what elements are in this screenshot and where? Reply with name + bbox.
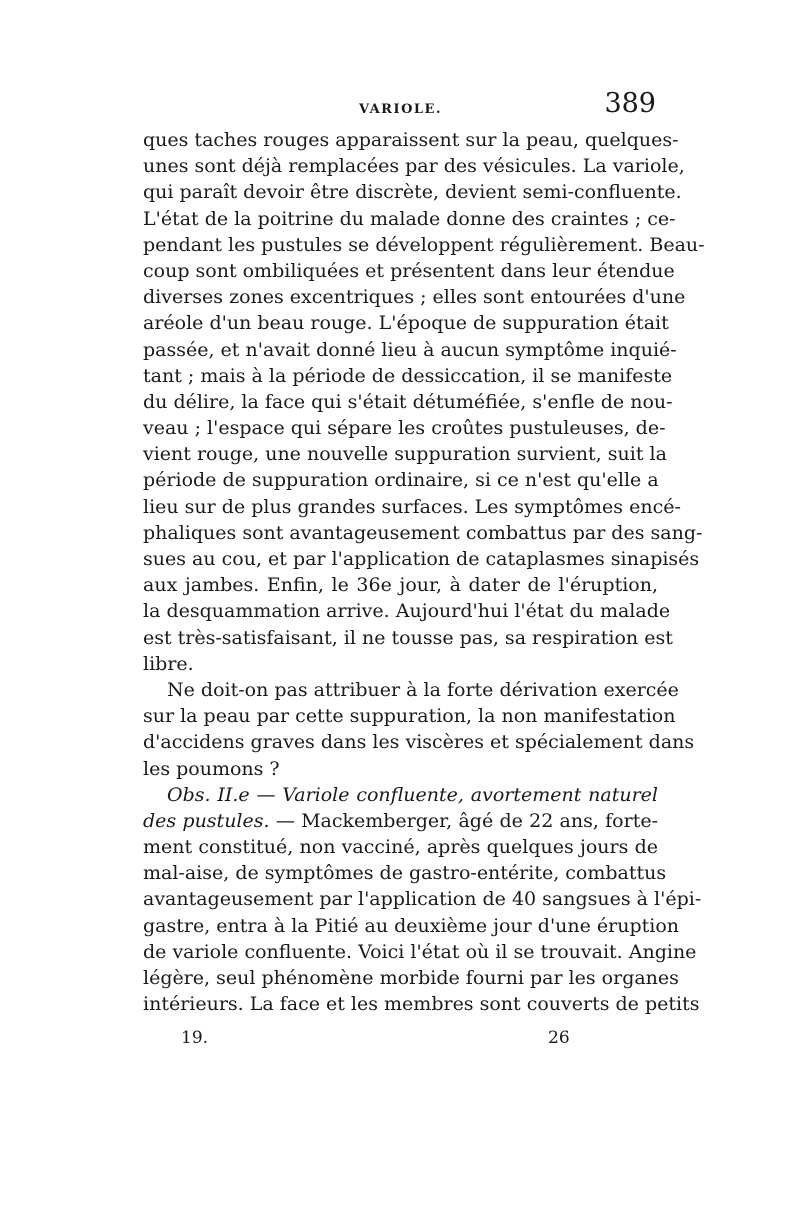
observation-text: — Mackemberger, âgé de 22 ans, forte- xyxy=(275,809,658,832)
body-text xyxy=(143,127,705,1017)
text-line: est très-satisfaisant, il ne tousse pas, sa respiration est xyxy=(143,626,673,649)
observation-title: Variole confluente, avortement naturel xyxy=(282,783,659,806)
text-line: d'accidens graves dans les viscères et spécialement dans xyxy=(143,731,695,754)
text-line: tant ; mais à la période de dessiccation, il se manifeste xyxy=(143,364,673,387)
observation-heading-line xyxy=(143,782,658,808)
text-line: du délire, la face qui s'était détuméfiée, s'enfle de nou- xyxy=(143,390,673,413)
text-line: L'état de la poitrine du malade donne des craintes ; ce- xyxy=(143,207,676,230)
paragraph-start-line: Ne doit-on pas attribuer à la forte dérivation exercée xyxy=(167,678,679,701)
observation-heading-line-2 xyxy=(143,808,658,834)
text-line: sur la peau par cette suppuration, la non manifestation xyxy=(143,705,676,728)
text-line: période de suppuration ordinaire, si ce n'est qu'elle a xyxy=(143,469,659,492)
text-line: vient rouge, une nouvelle suppuration survient, suit la xyxy=(143,443,667,466)
observation-title-cont: des pustules. xyxy=(143,809,270,832)
text-line: intérieurs. La face et les membres sont couverts de petits xyxy=(143,993,700,1016)
text-line: les poumons ? xyxy=(143,757,280,780)
text-line: aréole d'un beau rouge. L'époque de suppuration était xyxy=(143,312,669,335)
running-head xyxy=(143,88,658,124)
page-number: 389 xyxy=(604,88,656,119)
text-line: sues au cou, et par l'application de cataplasmes sinapisés xyxy=(143,548,700,570)
text-line: qui paraît devoir être discrète, devient semi-confluente. xyxy=(143,181,682,204)
text-line: unes sont déjà remplacées par des vésicules. La variole, xyxy=(143,155,685,178)
running-title: VARIOLE. xyxy=(359,102,442,117)
text-line: mal-aise, de symptômes de gastro-entérite, combattus xyxy=(143,862,667,885)
text-line: pendant les pustules se développent régulièrement. Beau- xyxy=(143,233,705,256)
text-line: phaliques sont avantageusement combattus par des sang- xyxy=(143,521,703,544)
observation-label: Obs. II.e — xyxy=(167,783,276,806)
signature-number: 19. xyxy=(181,1028,209,1048)
text-line: passée, et n'avait donné lieu à aucun symptôme inquié- xyxy=(143,338,677,361)
text-line: veau ; l'espace qui sépare les croûtes pustuleuses, de- xyxy=(143,417,666,440)
text-line: libre. xyxy=(143,652,194,675)
text-line: ques taches rouges apparaissent sur la peau, quelques- xyxy=(143,129,679,151)
text-line: ment constitué, non vacciné, après quelques jours de xyxy=(143,836,658,859)
text-line: gastre, entra à la Pitié au deuxième jour d'une éruption xyxy=(143,914,680,937)
text-line: avantageusement par l'application de 40 sangsues à l'épi- xyxy=(143,888,702,911)
text-line: coup sont ombiliquées et présentent dans leur étendue xyxy=(143,259,675,282)
text-line: aux jambes. Enfin, le 36e jour, à dater de l'éruption, xyxy=(143,574,658,597)
text-line: de variole confluente. Voici l'état où il se trouvait. Angine xyxy=(143,940,697,963)
signature-mark: 26 xyxy=(548,1028,570,1048)
page-footer xyxy=(143,1028,658,1058)
text-line: légère, seul phénomène morbide fourni par les organes xyxy=(143,967,679,989)
text-line: la desquammation arrive. Aujourd'hui l'état du malade xyxy=(143,600,671,623)
text-line: diverses zones excentriques ; elles sont entourées d'une xyxy=(143,286,686,309)
text-line: lieu sur de plus grandes surfaces. Les symptômes encé- xyxy=(143,495,681,518)
